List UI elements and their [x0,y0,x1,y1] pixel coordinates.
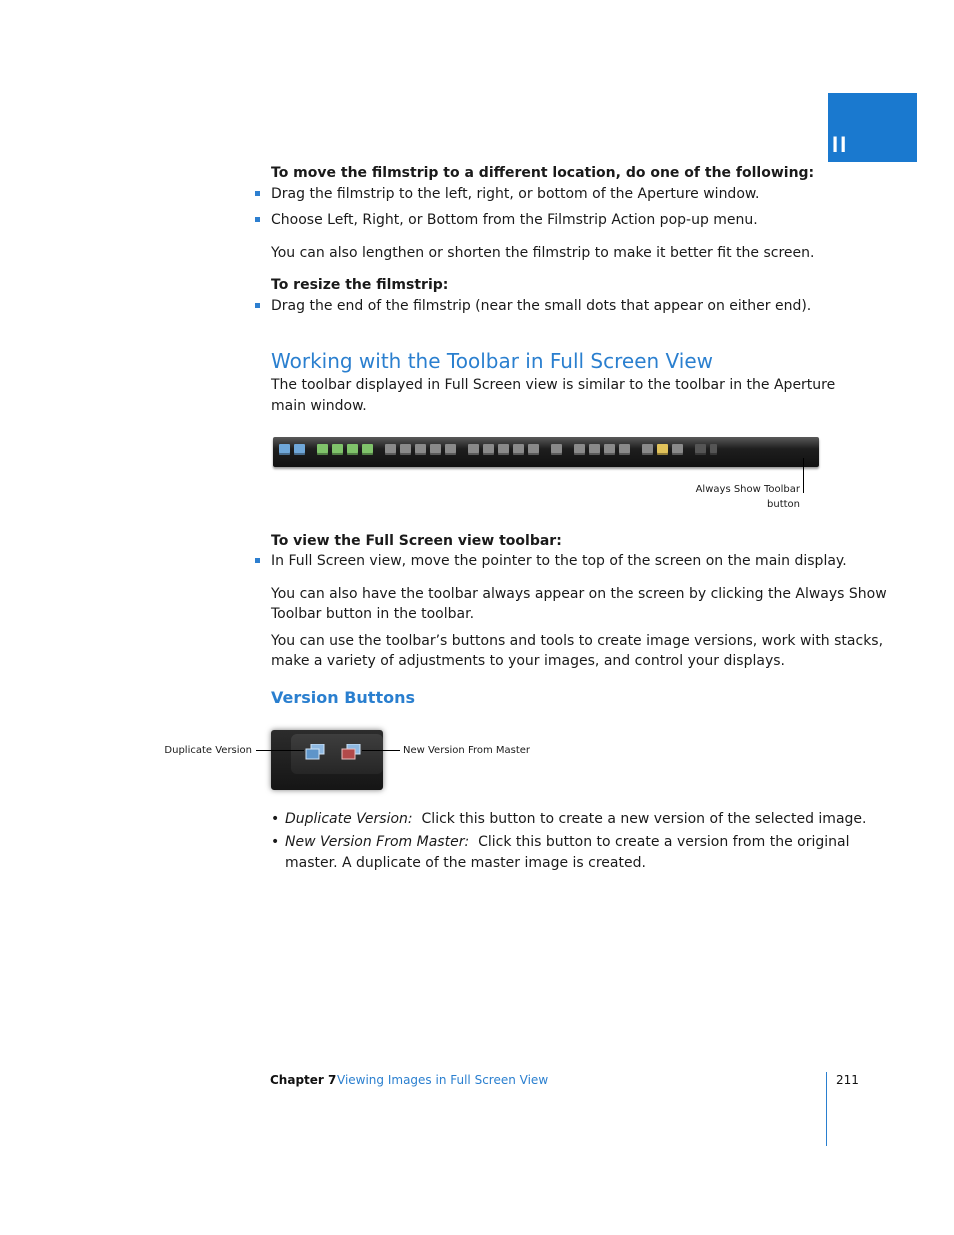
callout-line [803,458,804,493]
list-item [285,832,849,852]
bullet-square-icon [255,558,260,563]
filmstrip-icon [589,444,600,455]
new-version-callout-line [362,750,400,751]
list-item-continuation: master. A duplicate of the master image is created. [285,855,646,871]
duplicate-version-icon [279,444,290,455]
stack-icon [332,444,343,455]
toolbar-view-para-1-line-2: Toolbar button in the toolbar. [271,606,475,622]
stack-icon [317,444,328,455]
list-item-desc: Click this button to create a version from the original [478,834,850,850]
always-show-toolbar-icon [710,444,717,455]
section-intro-line-2: main window. [271,398,367,414]
version-buttons-image [271,730,383,790]
exit-full-screen-icon [695,444,706,455]
filmstrip-move-bullet-2: Choose Left, Right, or Bottom from the Filmstrip Action pop-up menu. [271,212,758,228]
toolbar-view-para-1-line-1: You can also have the toolbar always appear on the screen by clicking the Always Show [271,586,887,602]
loupe-icon [642,444,653,455]
straighten-tool-icon [468,444,479,455]
part-tab [828,93,917,162]
bullet-dot-icon: • [271,834,280,850]
stamp-tool-icon [415,444,426,455]
duplicate-callout-line [256,750,304,751]
callout-line-2: button [767,499,800,510]
duplicate-version-label: Duplicate Version [164,745,252,756]
toolbar-view-heading: To view the Full Screen view toolbar: [271,533,562,549]
section-intro-line-1: The toolbar displayed in Full Screen view is similar to the toolbar in the Aperture [271,377,836,393]
filmstrip-move-note: You can also lengthen or shorten the filmstrip to make it better fit the screen. [271,245,815,261]
footer-chapter-title: Viewing Images in Full Screen View [337,1073,549,1087]
list-item [285,809,866,829]
filmstrip-move-bullet-1: Drag the filmstrip to the left, right, or bottom of the Aperture window. [271,186,760,202]
toolbar-view-bullet-1: In Full Screen view, move the pointer to the top of the screen on the main display. [271,553,847,569]
bullet-square-icon [255,303,260,308]
adjustments-icon [551,444,562,455]
new-version-from-master-icon [341,744,361,760]
toolbar-view-para-2-line-2: make a variety of adjustments to your images, and control your displays. [271,653,785,669]
viewer-mode-icon [604,444,615,455]
red-eye-tool-icon [498,444,509,455]
version-buttons-panel [291,734,383,774]
keywords-icon [657,444,668,455]
duplicate-version-icon [305,744,325,760]
filmstrip-resize-bullet-1: Drag the end of the filmstrip (near the small dots that appear on either end). [271,298,812,314]
bullet-square-icon [255,217,260,222]
stack-icon [347,444,358,455]
new-version-icon [294,444,305,455]
lift-tool-icon [400,444,411,455]
footer-chapter: Chapter 7 [270,1073,337,1087]
version-buttons-title: Version Buttons [271,688,415,707]
patch-tool-icon [528,444,539,455]
inspector-icon [574,444,585,455]
bullet-square-icon [255,191,260,196]
filmstrip-resize-heading: To resize the filmstrip: [271,277,449,293]
crop-tool-icon [483,444,494,455]
bullet-dot-icon: • [271,811,280,827]
filmstrip-move-heading: To move the filmstrip to a different location, do one of the following: [271,165,815,181]
footer-rule [826,1072,827,1146]
new-version-from-master-label: New Version From Master [403,745,531,756]
viewer-mode-icon [619,444,630,455]
page-number: 211 [836,1073,859,1087]
rotate-left-icon [430,444,441,455]
toolbar-view-para-2-line-1: You can use the toolbar’s buttons and tools to create image versions, work with stacks, [271,633,884,649]
pointer-tool-icon [385,444,396,455]
full-screen-toolbar-image [273,437,819,467]
callout-line-1: Always Show Toolbar [695,484,800,495]
rotate-right-icon [445,444,456,455]
list-item-desc: Click this button to create a new version of the selected image. [421,811,867,827]
part-tab-label: II [832,132,849,157]
retouch-tool-icon [513,444,524,455]
list-item-term: Duplicate Version: [285,811,413,827]
always-show-toolbar-callout [640,482,800,512]
list-item-term: New Version From Master: [285,834,470,850]
info-icon [672,444,683,455]
stack-icon [362,444,373,455]
section-title: Working with the Toolbar in Full Screen View [271,349,714,373]
